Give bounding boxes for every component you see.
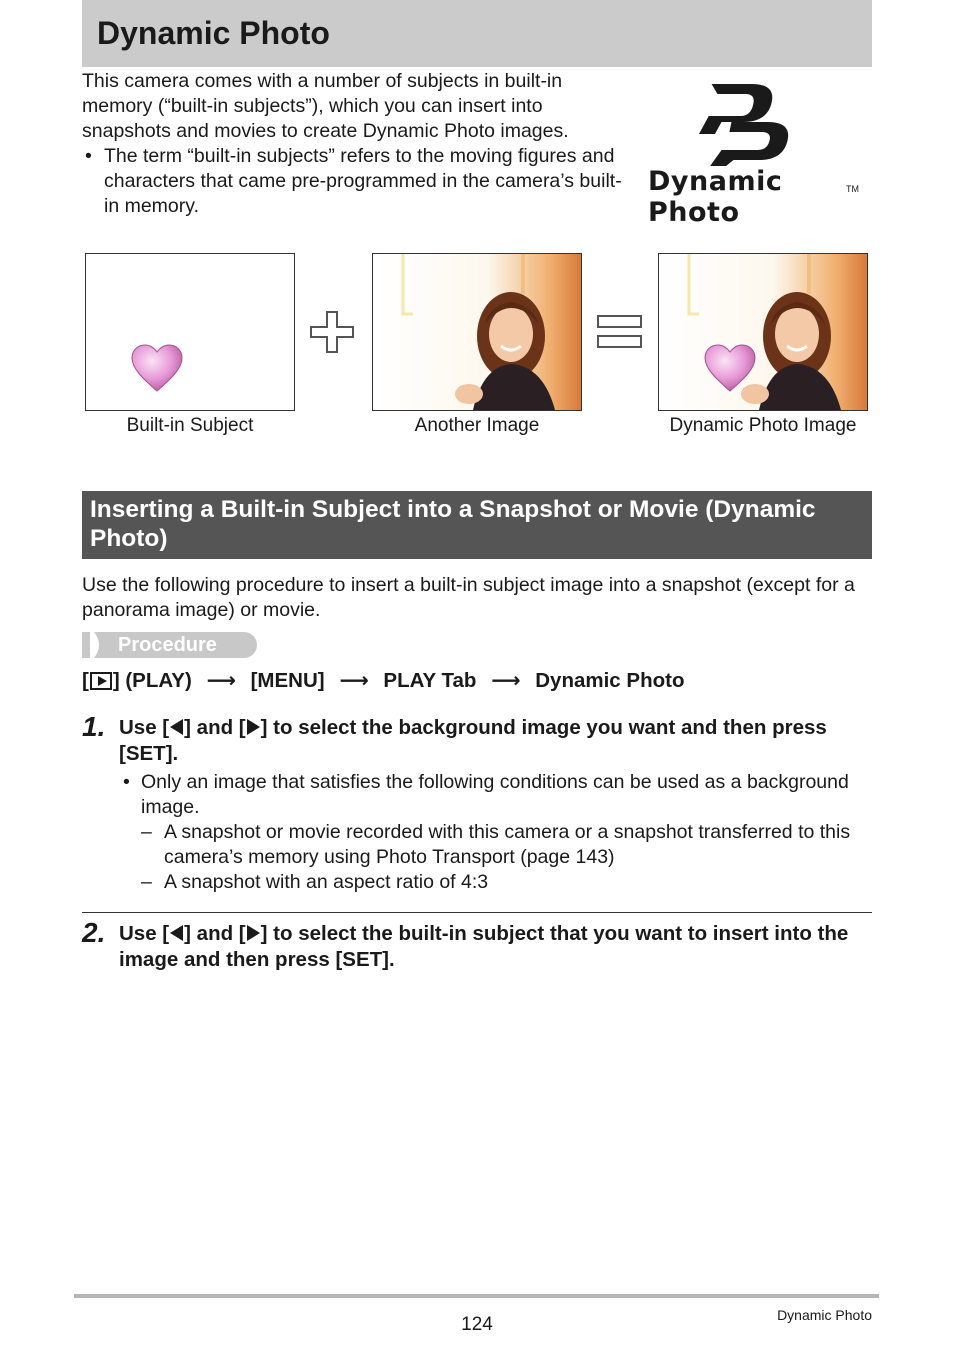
path-menu: [MENU] <box>250 668 325 692</box>
left-arrow-icon <box>170 719 183 735</box>
another-image <box>372 253 582 411</box>
footer-section-title: Dynamic Photo <box>777 1307 872 1323</box>
caption-dynamic-photo-image: Dynamic Photo Image <box>669 415 857 436</box>
play-icon <box>90 672 112 690</box>
path-tab: PLAY Tab <box>383 668 477 692</box>
condition-text: A snapshot with an aspect ratio of 4:3 <box>164 871 489 893</box>
right-arrow-icon <box>247 719 260 735</box>
step-1-text <box>119 715 871 767</box>
procedure-label: Procedure <box>118 634 217 656</box>
step-2-text-b: ] and [ <box>184 922 246 945</box>
section-title: Inserting a Built-in Subject into a Snapshot or Movie (Dynamic Photo) <box>90 496 816 552</box>
step-1-bullet <box>119 770 872 820</box>
footer-rule <box>74 1294 879 1298</box>
menu-path <box>82 667 684 694</box>
procedure-tag <box>82 632 257 658</box>
path-play: ] (PLAY) <box>112 668 192 692</box>
intro-paragraph: This camera comes with a number of subjects in built-in memory (“built-in subjects”), which you can insert into snapshots and movies to create Dynamic Photo images. <box>82 70 569 142</box>
right-arrow-icon <box>247 925 260 941</box>
step-1-number: 1. <box>82 711 106 742</box>
arrow-icon: ⟶ <box>339 668 369 692</box>
intro-bullet-text: The term “built-in subjects” refers to the moving figures and characters that came pre-programmed in the camera’s built-in memory. <box>104 145 622 217</box>
path-target: Dynamic Photo <box>535 668 685 692</box>
heart-icon <box>86 254 294 410</box>
step-1-text-a: Use [ <box>119 716 170 739</box>
dynamic-photo-image <box>658 253 868 411</box>
dynamic-photo-logo <box>640 78 872 228</box>
condition-item <box>141 820 872 870</box>
plus-icon <box>310 311 354 353</box>
section-header <box>82 491 872 559</box>
path-open-bracket: [ <box>82 668 89 692</box>
left-arrow-icon <box>170 925 183 941</box>
condition-item <box>141 870 872 895</box>
equals-icon <box>597 314 643 350</box>
arrow-icon: ⟶ <box>491 668 521 692</box>
bullet-mark: • <box>123 771 130 793</box>
page-title: Dynamic Photo <box>97 15 330 51</box>
dp-logo-icon <box>640 78 872 168</box>
intro-text <box>82 69 622 219</box>
step-1-bullet-text: Only an image that satisfies the following conditions can be used as a background image. <box>141 771 849 818</box>
caption-built-in-subject: Built-in Subject <box>126 415 254 436</box>
caption-another-image: Another Image <box>414 415 540 436</box>
dash-mark: – <box>141 871 152 893</box>
logo-trademark: TM <box>846 184 859 194</box>
step-2-text <box>119 921 871 973</box>
step-2-number: 2. <box>82 917 106 948</box>
step-2-text-a: Use [ <box>119 922 170 945</box>
dash-mark: – <box>141 821 152 843</box>
title-bar <box>82 0 872 67</box>
step-2-text-c: ] to select the built-in subject that you want to insert into the image and then press [SET]. <box>119 922 849 971</box>
composite-photo <box>659 254 867 410</box>
page-number: 124 <box>461 1314 493 1335</box>
step-divider <box>82 912 872 913</box>
condition-text: A snapshot or movie recorded with this camera or a snapshot transferred to this camera’s memory using Photo Transport (page 143) <box>164 821 851 868</box>
step-1-text-b: ] and [ <box>184 716 246 739</box>
built-in-subject-image <box>85 253 295 411</box>
step-1-text-c: ] to select the background image you want and then press [SET]. <box>119 716 827 765</box>
portrait-photo <box>373 254 581 410</box>
intro-bullet <box>82 144 622 219</box>
bullet-mark: • <box>85 145 92 167</box>
arrow-icon: ⟶ <box>206 668 236 692</box>
section-intro: Use the following procedure to insert a built-in subject image into a snapshot (except for a panorama image) or movie. <box>82 574 855 621</box>
logo-wordmark: Dynamic Photo <box>648 166 783 228</box>
